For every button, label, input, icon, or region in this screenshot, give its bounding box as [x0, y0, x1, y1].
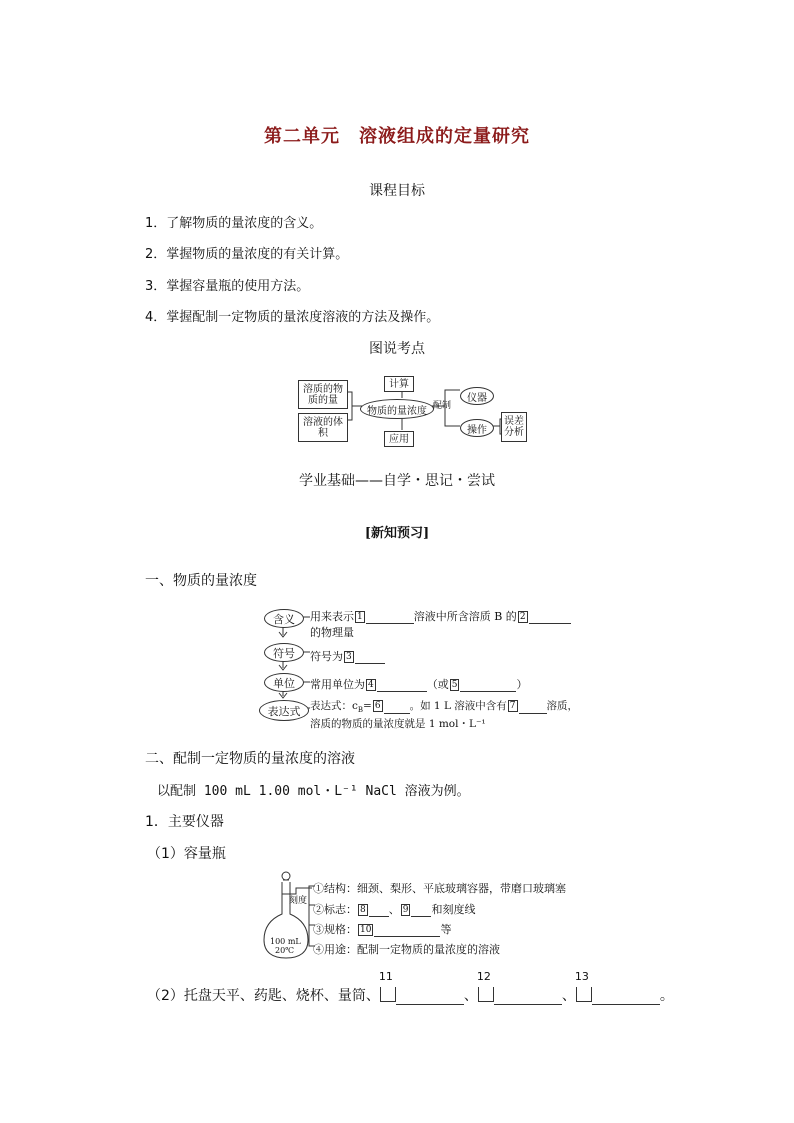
blank-number: 2: [519, 612, 526, 622]
label-unit: 单位: [264, 673, 304, 692]
flask-structure: ①结构：细颈、梨形、平底玻璃容器，带磨口玻璃塞: [313, 882, 566, 895]
map-node-solute-amount: 溶质的物质的量: [298, 380, 348, 409]
section2-heading: 二、配制一定物质的量浓度的溶液: [145, 751, 355, 767]
section2-sub1: 1．主要仪器: [145, 814, 224, 830]
map-node-application: 应用: [384, 431, 414, 447]
map-node-operation: 操作: [460, 419, 494, 437]
blank-number-box: 11: [380, 987, 396, 1002]
symbol-line: 符号为 3: [310, 648, 385, 664]
unit-line: 常用单位为 4 （或 5 ）: [310, 678, 528, 691]
fill-blank[interactable]: [529, 611, 571, 624]
expression-line1: 表达式：$c_B= 6$ 。如 1 L 溶液中含有 7 溶质，: [310, 700, 578, 715]
blank-number: 9: [402, 905, 409, 915]
blank-number: 7: [509, 701, 516, 711]
blank-number: 1: [357, 612, 363, 622]
flask-usage: ④用途：配制一定物质的量浓度的溶液: [313, 943, 500, 956]
blank-number: 4: [368, 680, 374, 690]
meaning-line2: 的物理量: [310, 626, 354, 639]
course-goals-heading: 课程目标: [369, 183, 425, 199]
flask-spec-line: ③规格： 10 等: [313, 923, 452, 936]
flask-temp-label: 20℃: [275, 946, 295, 955]
meaning-line1: 用来表示 1 溶液中所含溶质 B 的 2: [310, 608, 571, 624]
blank-number: 8: [360, 905, 366, 915]
fill-blank[interactable]: [384, 701, 410, 714]
goal-item: 4．掌握配制一定物质的量浓度溶液的方法及操作。: [145, 310, 440, 325]
map-link-prepare: 配制: [433, 401, 452, 411]
section2-sub1-2: （2）托盘天平、药匙、烧杯、量筒、 11 、 12 、 13 。: [147, 970, 674, 1004]
map-node-solution-volume: 溶液的体积: [298, 413, 348, 442]
blank-number: 6: [374, 701, 381, 711]
fill-blank[interactable]: [592, 990, 660, 1005]
label-expression: 表达式: [259, 700, 309, 721]
map-node-error-analysis: 误差分析: [501, 412, 527, 442]
flask-scale-label: 刻度: [289, 896, 308, 906]
expression-line2: 溶质的物质的量浓度就是 1 mol・L⁻¹: [310, 718, 486, 730]
fill-blank[interactable]: [377, 679, 427, 692]
section2-sub1-1: （1）容量瓶: [147, 846, 226, 862]
fill-blank[interactable]: [519, 701, 547, 714]
label-symbol: 符号: [264, 643, 304, 662]
map-node-concentration: 物质的量浓度: [360, 399, 434, 419]
goal-item: 1．了解物质的量浓度的含义。: [145, 216, 323, 231]
blank-number: 10: [360, 925, 372, 935]
label-meaning: 含义: [264, 609, 304, 628]
flask-capacity-label: 100 mL: [270, 937, 301, 946]
fill-blank[interactable]: [396, 990, 464, 1005]
map-node-calc: 计算: [384, 376, 414, 392]
preview-heading: [新知预习]: [364, 526, 430, 541]
section1-heading: 一、物质的量浓度: [145, 573, 257, 589]
fill-blank[interactable]: [374, 924, 440, 937]
fill-blank[interactable]: [366, 611, 414, 624]
goal-item: 3．掌握容量瓶的使用方法。: [145, 279, 310, 294]
goal-item: 2．掌握物质的量浓度的有关计算。: [145, 247, 349, 262]
map-node-instrument: 仪器: [460, 387, 494, 405]
blank-number: 3: [346, 652, 352, 662]
page-title: 第二单元 溶液组成的定量研究: [264, 126, 530, 147]
flask-mark-line: ②标志： 8 、 9 和刻度线: [313, 903, 476, 916]
fill-blank[interactable]: [355, 651, 385, 664]
fill-blank[interactable]: [494, 990, 562, 1005]
fill-blank[interactable]: [460, 679, 516, 692]
blank-number-box: 13: [576, 987, 592, 1002]
section2-example: 以配制 100 mL 1.00 mol・L⁻¹ NaCl 溶液为例。: [157, 784, 470, 799]
blank-number-box: 12: [478, 987, 494, 1002]
blank-number: 5: [451, 680, 458, 690]
basics-heading: 学业基础——自学・思记・尝试: [299, 473, 495, 489]
fill-blank[interactable]: [411, 904, 431, 917]
fill-blank[interactable]: [369, 904, 389, 917]
concept-map-heading: 图说考点: [369, 341, 425, 357]
